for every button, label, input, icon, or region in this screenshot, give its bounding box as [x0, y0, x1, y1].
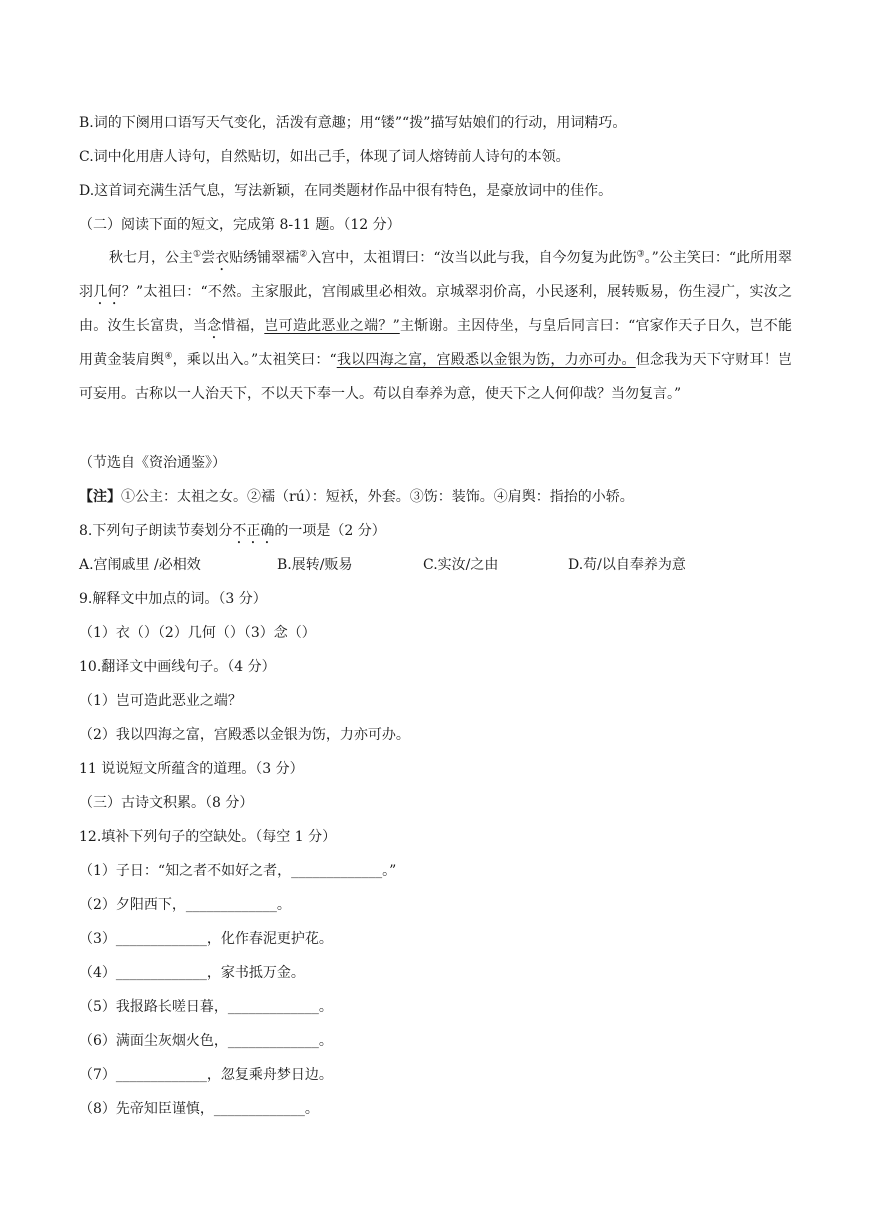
footnote-marker: ③ — [636, 249, 645, 260]
footnote-marker: ① — [193, 249, 202, 260]
fill-blank-4: （4）_____________，家书抵万金。 — [79, 965, 305, 981]
passage-text: 入宫中，太祖谓曰：“汝当以此与我，自今勿复为此饬 — [307, 250, 637, 266]
fill-blank-8: （8）先帝知臣谨慎，_____________。 — [79, 1101, 319, 1117]
emphasized-text: 不正确 — [232, 523, 275, 539]
footnote-marker: ④ — [164, 351, 173, 362]
question-12-stem: 12.填补下列句子的空缺处。（每空 1 分） — [79, 829, 337, 845]
passage-text: 但念我为天下守财耳！岂可妄用。古称以一人治天下，不以天下奉一人。苟以自奉养为意，使天下之人何仰哉？当勿复言。” — [79, 352, 792, 402]
question-11-stem: 11 说说短文所蕴含的道理。（3 分） — [79, 761, 304, 777]
footnotes — [79, 487, 634, 507]
question-10-sentence-1: （1）岂可造此恶业之端？ — [79, 693, 242, 709]
underlined-sentence: 岂可造此恶业之端？” — [264, 318, 400, 334]
passage-text: ，乘以出入。”太祖笑曰：“ — [172, 352, 337, 368]
dotted-word: 衣 — [215, 250, 230, 266]
section-3-heading: （三）古诗文积累。（8 分） — [79, 795, 254, 811]
question-8-stem — [79, 521, 386, 547]
q8-option-b: B.展转/贩易 — [277, 557, 353, 573]
question-10-sentence-2: （2）我以四海之富，宫殿悉以金银为饬，力亦可办。 — [79, 727, 410, 743]
section-2-heading: （二）阅读下面的短文，完成第 8-11 题。（12 分） — [79, 217, 401, 233]
fill-blank-3: （3）_____________，化作春泥更护花。 — [79, 931, 333, 947]
stem-text: 8.下列句子朗读节奏划分 — [79, 523, 233, 539]
fill-blank-5: （5）我报路长嗟日暮，_____________。 — [79, 999, 333, 1015]
passage-text: 主惭谢。主因侍坐，与皇后同言曰：“官家作天子日久，岂不能用黄金装肩舆 — [79, 318, 793, 368]
passage-text: ？”太祖曰：“不然。主家服此，宫闱戚里必相效。京城翠羽价高，小民逐利，展转贩易，伤生浸广，实汝之由。汝生长富贵，当 — [79, 284, 793, 334]
q8-option-a: A.宫闱戚里 /必相效 — [79, 557, 201, 573]
stem-text: 的一项是（2 分） — [274, 523, 386, 539]
dotted-word: 几何 — [93, 284, 122, 300]
classical-passage — [79, 241, 792, 411]
fill-blank-7: （7）_____________，忽复乘舟梦日边。 — [79, 1067, 333, 1083]
note-text: ①公主：太祖之女。②襦（rú）：短袄，外套。③饬：装饰。④肩舆：指抬的小轿。 — [121, 489, 634, 505]
option-d-line: D.这首词充满生活气息，写法新颖，在同类题材作品中很有特色，是豪放词中的佳作。 — [79, 183, 613, 199]
passage-text: 尝 — [201, 250, 216, 266]
option-b-line: B.词的下阕用口语写天气变化，活泼有意趣；用“镂”“拨”描写姑娘们的行动，用词精巧。 — [79, 115, 627, 131]
question-9-items: （1）衣（）（2）几何（）（3）念（） — [79, 625, 316, 641]
note-label: 【注】 — [79, 489, 121, 505]
passage-text: 惜福， — [221, 318, 265, 334]
fill-blank-2: （2）夕阳西下，_____________。 — [79, 897, 291, 913]
question-9-stem: 9.解释文中加点的词。（3 分） — [79, 591, 267, 607]
fill-blank-1: （1）子日：“知之者不如好之者，_____________。” — [79, 863, 397, 879]
footnote-marker: ② — [299, 249, 308, 260]
passage-text — [79, 250, 792, 402]
question-10-stem: 10.翻译文中画线句子。（4 分） — [79, 659, 276, 675]
q8-option-d: D.苟/以自奉养为意 — [568, 557, 686, 573]
passage-source: （节选自《资治通鉴》） — [79, 455, 226, 471]
underlined-sentence: 我以四海之富，宫殿悉以金银为饬，力亦可办。 — [336, 352, 636, 368]
dotted-word: 念 — [207, 318, 222, 334]
fill-blank-6: （6）满面尘灰烟火色，_____________。 — [79, 1033, 333, 1049]
q8-option-c: C.实汝/之由 — [423, 557, 499, 573]
passage-text: 。”公主笑曰：“此所用翠羽 — [79, 250, 793, 300]
passage-text: 秋七月，公主 — [109, 250, 194, 266]
option-c-line: C.词中化用唐人诗句，自然贴切，如出己手，体现了词人熔铸前人诗句的本领。 — [79, 149, 570, 165]
passage-text: 贴绣铺翠襦 — [229, 250, 300, 266]
